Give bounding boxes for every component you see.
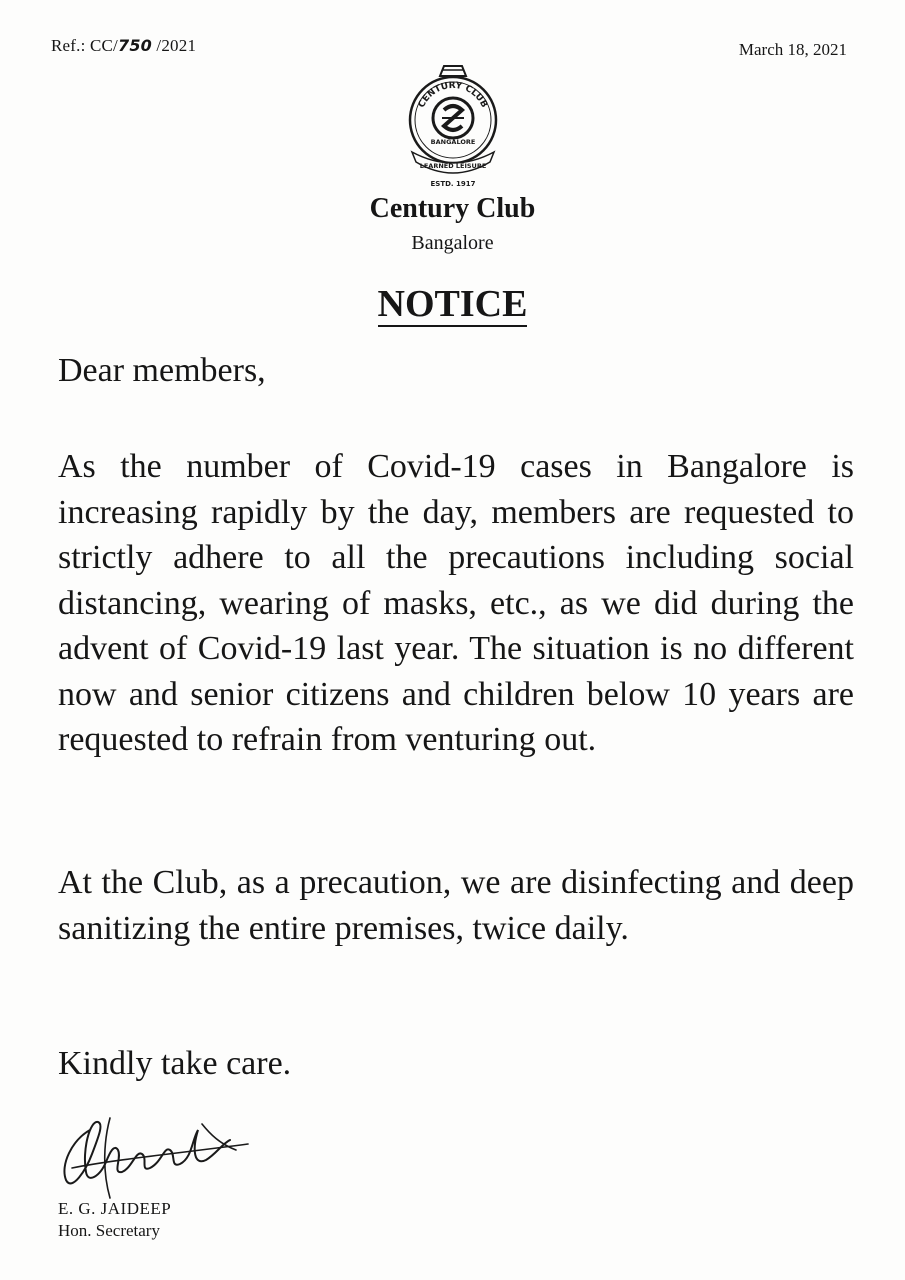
handwritten-signature-icon (52, 1110, 252, 1202)
notice-paragraph: As the number of Covid-19 cases in Bangalore is increasing rapidly by the day, members are requested to strictly adhere to all the precautions including social distancing, wearing of masks, etc., as we did during the advent of Covid-19 last year. The situation is no different now and senior citizens and children below 10 years are requested to refrain from venturing out. (58, 448, 854, 758)
signatory-title: Hon. Secretary (58, 1221, 160, 1240)
notice-title-text: NOTICE (377, 283, 528, 325)
signatory-name: E. G. JAIDEEP (58, 1199, 172, 1218)
notice-title (0, 282, 905, 326)
emblem-ribbon-text: BANGALORE (430, 138, 476, 146)
emblem-arc-text: CENTURY CLUB (416, 80, 490, 110)
notice-date: March 18, 2021 (738, 40, 847, 59)
reference-number (51, 36, 196, 56)
club-emblem-icon (404, 62, 502, 192)
reference-prefix: Ref.: CC/ (51, 36, 118, 55)
notice-paragraph: At the Club, as a precaution, we are disinfecting and deep sanitizing the entire premises, twice daily. (58, 864, 854, 947)
closing-line: Kindly take care. (58, 1045, 292, 1082)
reference-handwritten-number: 750 (117, 36, 152, 55)
club-name: Century Club (369, 193, 536, 224)
reference-suffix: /2021 (151, 36, 197, 55)
emblem-established: ESTD. 1917 (430, 180, 476, 188)
salutation: Dear members, (58, 352, 266, 389)
emblem-motto: LEARNED LEISURE (419, 162, 487, 170)
club-city: Bangalore (411, 232, 494, 254)
